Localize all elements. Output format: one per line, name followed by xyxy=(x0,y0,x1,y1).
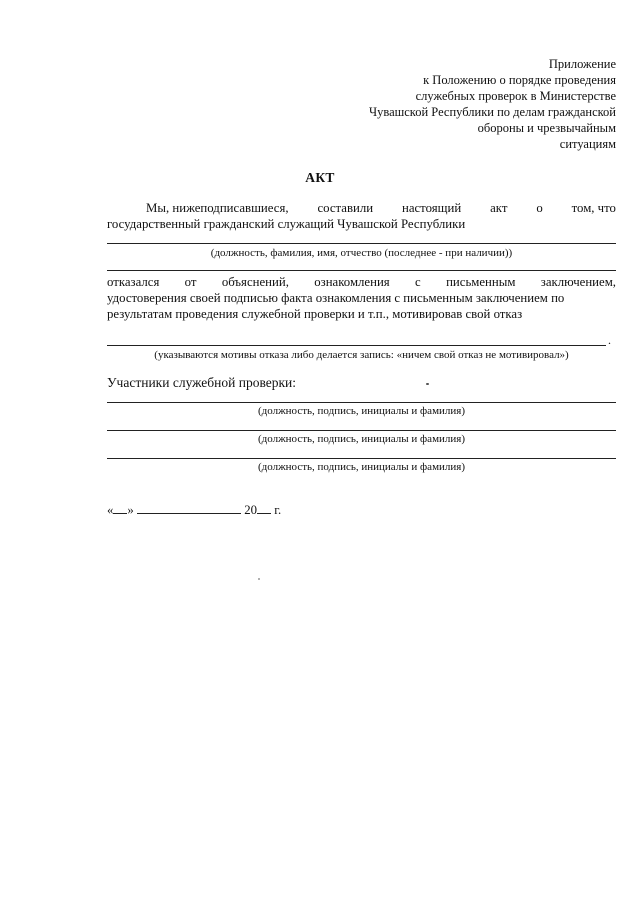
intro-line-2: государственный гражданский служащий Чувашской Республики xyxy=(107,217,466,231)
line-end-dot: . xyxy=(608,333,611,347)
participants-label: Участники служебной проверки: xyxy=(107,375,297,390)
refusal-word: заключением, xyxy=(540,275,616,289)
scan-speck xyxy=(426,383,429,385)
scan-speck xyxy=(258,578,260,580)
refusal-word: от xyxy=(184,275,197,289)
appendix-header xyxy=(316,56,616,152)
appendix-line: Чувашской Республики по делам гражданской xyxy=(368,105,616,119)
motives-caption: (указываются мотивы отказа либо делается запись: «ничем свой отказ не мотивировал») xyxy=(154,349,569,361)
month-blank xyxy=(137,502,241,514)
signature-caption-2: (должность, подпись, инициалы и фамилия) xyxy=(257,433,466,445)
intro-word: составили xyxy=(317,201,374,215)
intro-line-1 xyxy=(107,200,616,216)
refusal-word: объяснений, xyxy=(221,275,289,289)
appendix-line: обороны и чрезвычайным xyxy=(477,121,616,135)
refusal-line-3: результатам проведения служебной проверки и т.п., мотивировав свой отказ xyxy=(107,307,523,321)
signature-line-2 xyxy=(107,430,616,431)
date-open-quote: « xyxy=(107,503,114,517)
appendix-line: Приложение xyxy=(548,57,616,71)
signature-line-1 xyxy=(107,402,616,403)
intro-word: о xyxy=(536,201,543,215)
intro-word: Мы, нижеподписавшиеся, xyxy=(146,201,289,215)
refusal-word: письменным xyxy=(446,275,516,289)
refusal-word: с xyxy=(415,275,421,289)
date-line xyxy=(107,502,281,518)
intro-paragraph xyxy=(107,200,616,232)
refusal-word: ознакомления xyxy=(314,275,390,289)
person-fill-line xyxy=(107,243,616,244)
year-prefix: 20 xyxy=(244,503,258,517)
intro-word: том, что xyxy=(571,201,616,215)
year-blank xyxy=(257,502,271,514)
appendix-line: ситуациям xyxy=(559,137,616,151)
motives-fill-line xyxy=(107,345,606,346)
appendix-line: служебных проверок в Министерстве xyxy=(415,89,616,103)
appendix-line: к Положению о порядке проведения xyxy=(423,73,616,87)
signature-caption-3: (должность, подпись, инициалы и фамилия) xyxy=(257,461,466,473)
year-suffix: г. xyxy=(274,503,282,517)
refusal-word: отказался xyxy=(107,275,160,289)
day-blank xyxy=(113,502,127,514)
date-close-quote: » xyxy=(127,503,134,517)
refusal-paragraph xyxy=(107,274,616,322)
person-caption: (должность, фамилия, имя, отчество (последнее - при наличии)) xyxy=(210,247,513,259)
signature-caption-1: (должность, подпись, инициалы и фамилия) xyxy=(257,405,466,417)
signature-line-3 xyxy=(107,458,616,459)
intro-word: акт xyxy=(490,201,508,215)
person-fill-line-2 xyxy=(107,270,616,271)
refusal-line-2: удостоверения своей подписью факта ознакомления с письменным заключением по xyxy=(107,291,565,305)
intro-word: настоящий xyxy=(401,201,462,215)
document-title: АКТ xyxy=(305,170,335,185)
refusal-line-1 xyxy=(107,274,616,290)
